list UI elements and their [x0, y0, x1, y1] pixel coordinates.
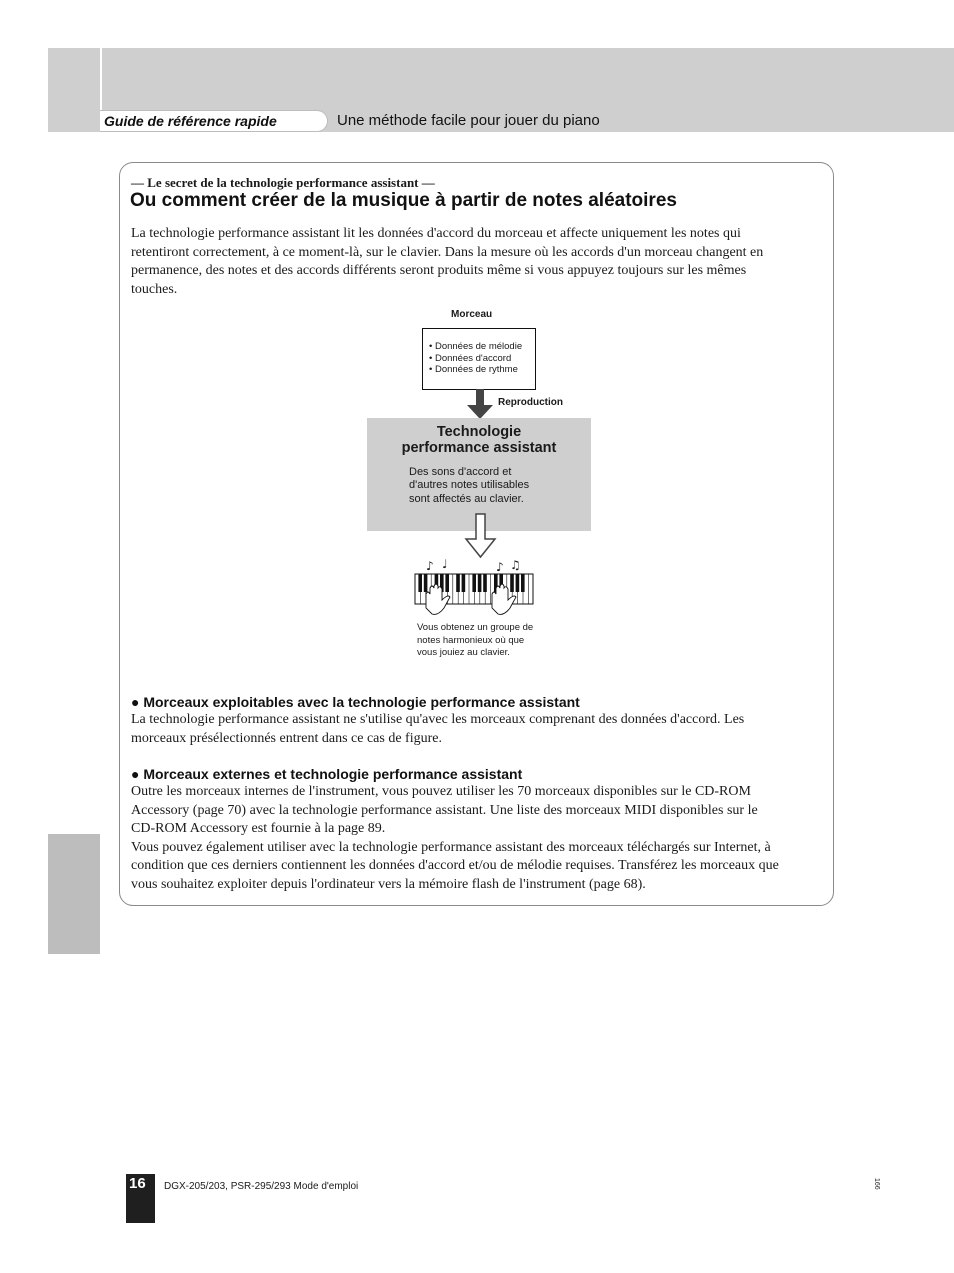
body-line: morceaux présélectionnés entrent dans ce cas de figure.: [131, 730, 442, 746]
body-line: condition que ces derniers contiennent les données d'accord et/ou de mélodie requises. Transférez les morceaux que: [131, 858, 779, 873]
song-data-item: • Données de mélodie: [429, 341, 523, 352]
svg-text:♪: ♪: [496, 560, 504, 574]
header-divider: [100, 48, 102, 111]
page-number: 16: [129, 1175, 146, 1192]
section-kicker: — Le secret de la technologie performance assistant —: [131, 175, 435, 190]
pa-title: [367, 424, 591, 456]
caption-line: vous jouiez au clavier.: [417, 647, 510, 659]
keyboard-caption: [417, 622, 567, 660]
header-subtitle: Une méthode facile pour jouer du piano: [337, 112, 600, 129]
pa-description: [409, 466, 579, 506]
caption-line: notes harmonieux où que: [417, 634, 525, 646]
song-data-list: [429, 341, 522, 376]
song-label: Morceau: [451, 309, 493, 320]
section-title: Ou comment créer de la musique à partir de notes aléatoires: [130, 190, 677, 211]
keyboard-hands-icon: [412, 556, 536, 620]
guide-tab: [100, 110, 328, 132]
section-heading-external-songs: ● Morceaux externes et technologie performance assistant: [131, 766, 523, 782]
down-arrow-icon: [462, 389, 498, 421]
svg-text:♫: ♫: [510, 558, 521, 572]
pa-desc-line: sont affectés au clavier.: [409, 492, 524, 505]
pa-desc-line: Des sons d'accord et: [409, 466, 512, 478]
pa-title-line: Technologie: [436, 424, 522, 440]
body-line: vous souhaitez exploiter depuis l'ordinateur vers la mémoire flash de l'instrument (page 68).: [131, 876, 646, 892]
intro-line: retentiront correctement, à ce moment-là, sur le clavier. Dans la mesure où les accords d'un morceau changent en: [131, 244, 764, 260]
section-heading-compatible-songs: ● Morceaux exploitables avec la technologie performance assistant: [131, 694, 580, 710]
side-thumb-tab: [48, 834, 100, 954]
svg-text:♪: ♪: [426, 559, 434, 573]
body-line: Accessory (page 70) avec la technologie performance assistant. Une liste des morceaux MIDI disponibles sur le: [131, 802, 758, 818]
body-line: La technologie performance assistant ne s'utilise qu'avec les morceaux comprenant des données d'accord. Les: [131, 712, 745, 727]
intro-line: permanence, des notes et des accords différents seront produits même si vous appuyez toujours sur les mêmes: [131, 263, 747, 278]
song-data-item: • Données de rythme: [429, 364, 518, 376]
page-number-badge: [126, 1174, 155, 1223]
intro-line: touches.: [131, 281, 178, 297]
pa-title-line: performance assistant: [401, 440, 557, 456]
body-line: Vous pouvez également utiliser avec la technologie performance assistant des morceaux téléchargés sur Internet, à: [131, 839, 771, 855]
guide-label: Guide de référence rapide: [104, 113, 277, 129]
svg-text:♩: ♩: [442, 557, 448, 571]
body-line: Outre les morceaux internes de l'instrument, vous pouvez utiliser les 70 morceaux disponibles sur le CD-ROM: [131, 784, 751, 799]
page-code: 166: [873, 1178, 880, 1190]
playback-label: Reproduction: [498, 397, 563, 408]
pa-desc-line: d'autres notes utilisables: [409, 479, 530, 492]
manual-name: DGX-205/203, PSR-295/293 Mode d'emploi: [164, 1181, 359, 1192]
body-line: CD-ROM Accessory est fournie à la page 89.: [131, 821, 386, 836]
hollow-down-arrow-icon: [464, 513, 498, 559]
song-data-item: • Données d'accord: [429, 352, 512, 364]
caption-line: Vous obtenez un groupe de: [417, 622, 534, 633]
intro-line: La technologie performance assistant lit les données d'accord du morceau et affecte uniquement les notes qui: [131, 226, 741, 241]
